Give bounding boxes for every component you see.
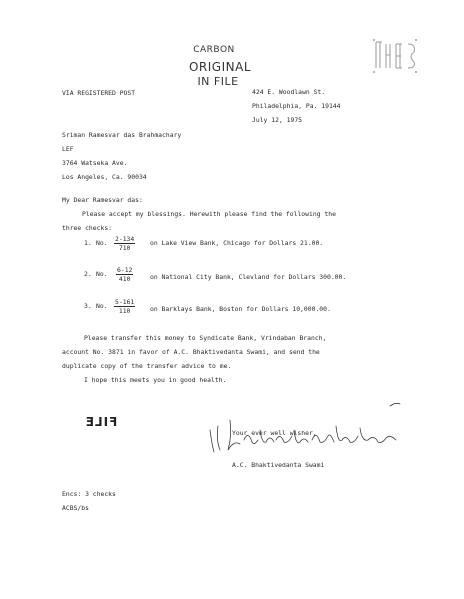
carbon-stamp-label: CARBON	[193, 45, 235, 55]
sender-address-line1: 424 E. Woodlawn St.	[252, 88, 326, 96]
recipient-name: Sriman Ramesvar das Brahmachary	[62, 131, 182, 139]
check-index: 3.	[84, 302, 92, 310]
check-description: on Lake View Bank, Chicago for Dollars 21.00.	[150, 239, 324, 247]
recipient-street: 3764 Watseka Ave.	[62, 159, 128, 167]
check-number-fraction	[114, 299, 135, 315]
via-registered-post: VIA REGISTERED POST	[62, 89, 136, 97]
file-stamp-mirrored: FILE	[84, 415, 118, 429]
check-description: on Barklays Bank, Boston for Dollars 10,000.00.	[150, 305, 331, 313]
original-stamp-label: ORIGINAL	[188, 60, 252, 74]
check-no-label: No.	[96, 270, 108, 278]
corner-stamp-mark	[370, 36, 422, 76]
closing-valediction: Your ever well wisher,	[232, 429, 317, 437]
signer-name: A.C. Bhaktivedanta Swami	[232, 461, 325, 469]
check-routing: 410	[118, 275, 131, 284]
check-routing: 110	[118, 307, 131, 316]
check-number: 6-12	[117, 266, 133, 274]
intro-line1: Please accept my blessings. Herewith please find the following the	[82, 210, 336, 218]
reference-initials: ACBS/bs	[62, 504, 89, 512]
enclosure-note: Encs: 3 checks	[62, 490, 116, 498]
check-number-fraction	[114, 236, 135, 252]
body-line1: Please transfer this money to Syndicate Bank, Vrindaban Branch,	[84, 334, 327, 342]
in-file-stamp-label: IN FILE	[197, 75, 239, 88]
check-number-fraction	[116, 267, 133, 283]
check-routing: 710	[118, 244, 131, 253]
closing-hope: I hope this meets you in good health.	[84, 376, 227, 384]
intro-line2: three checks:	[62, 224, 113, 232]
check-no-label: No.	[96, 302, 108, 310]
check-no-label: No.	[96, 239, 108, 247]
check-index: 1.	[84, 239, 92, 247]
salutation: My Dear Ramesvar das:	[62, 196, 143, 204]
check-description: on National City Bank, Clevland for Dollars 300.00.	[150, 273, 347, 281]
letter-date: July 12, 1975	[252, 116, 303, 124]
check-number: 2-134	[115, 235, 135, 243]
body-line2: account No. 3871 in favor of A.C. Bhaktivedanta Swami, and send the	[62, 348, 320, 356]
check-index: 2.	[84, 270, 92, 278]
check-number: 5-161	[115, 298, 135, 306]
recipient-line2: LEF	[62, 145, 74, 153]
body-line3: duplicate copy of the transfer advice to me.	[62, 362, 232, 370]
sender-address-line2: Philadelphia, Pa. 19144	[252, 102, 341, 110]
handwritten-signature	[200, 400, 414, 462]
recipient-city: Los Angeles, Ca. 90034	[62, 173, 147, 181]
